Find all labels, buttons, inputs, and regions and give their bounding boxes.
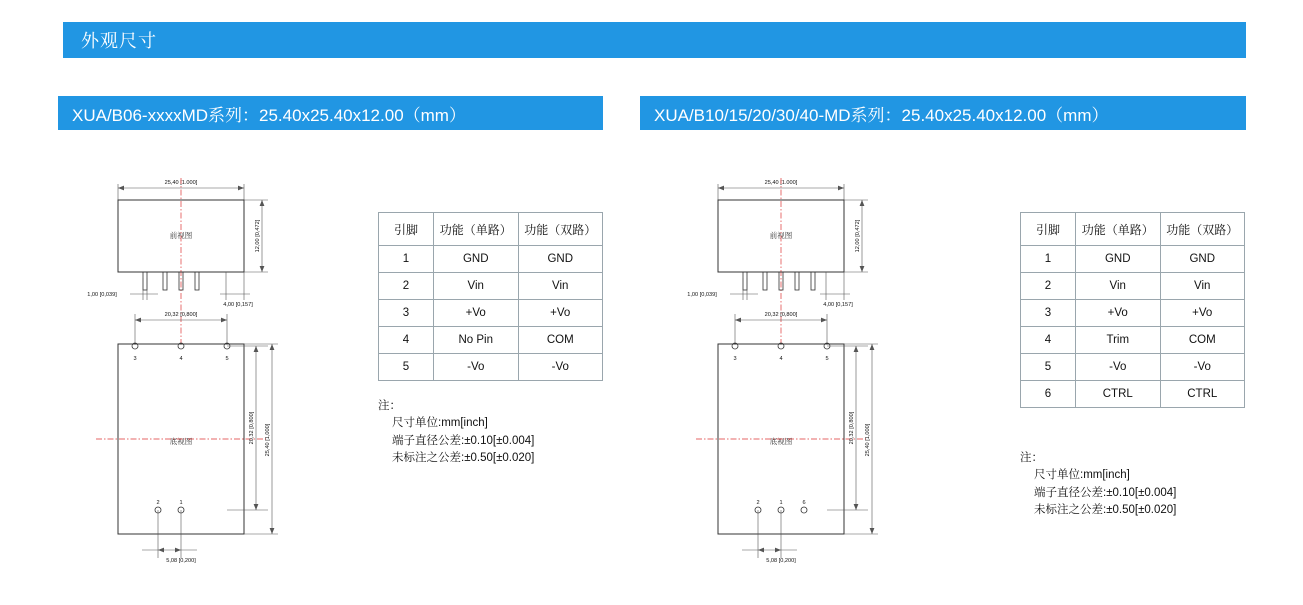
dim-pitch-right-outer-left: 25,40 [1,000] <box>265 423 271 457</box>
notes-line-units: 尺寸单位:mm[inch] <box>1034 469 1130 482</box>
table-header-row <box>379 213 603 246</box>
pad-label-6-right: 6 <box>802 500 806 506</box>
cell-dual: Vin <box>518 273 603 300</box>
table-row <box>1021 246 1245 273</box>
cell-single: Vin <box>1076 273 1161 300</box>
notes-line-general-tolerance: 未标注之公差:±0.50[±0.020] <box>1034 503 1177 516</box>
col-header-pin: 引脚 <box>1021 213 1076 246</box>
section-title: 外观尺寸 <box>81 31 157 51</box>
cell-dual: +Vo <box>1160 300 1245 327</box>
pad-label-1-right: 1 <box>779 500 783 506</box>
col-header-single: 功能（单路） <box>1076 213 1161 246</box>
cell-single: +Vo <box>434 300 519 327</box>
section-header-bar <box>58 22 1246 58</box>
notes-heading: 注： <box>378 400 401 412</box>
pad-label-1-left: 1 <box>179 500 183 506</box>
cell-single: CTRL <box>1076 381 1161 408</box>
cell-dual: COM <box>1160 327 1245 354</box>
cell-pin: 4 <box>379 327 434 354</box>
pad-label-5-right: 5 <box>825 356 829 362</box>
front-view-label-right: 前视图 <box>769 231 793 240</box>
cell-pin: 2 <box>1021 273 1076 300</box>
dim-height-right-left: 12,00 [0,472] <box>255 219 261 253</box>
col-header-dual: 功能（双路） <box>1160 213 1245 246</box>
cell-dual: GND <box>1160 246 1245 273</box>
dim-pitch-top-right: 20,32 [0,800] <box>764 312 798 318</box>
front-view-label-left: 前视图 <box>169 231 193 240</box>
dim-pitch-right-outer-right: 25,40 [1,000] <box>865 423 871 457</box>
cell-pin: 5 <box>379 354 434 381</box>
cell-single: No Pin <box>434 327 519 354</box>
bottom-view-label-left: 底视图 <box>169 437 193 446</box>
dim-lead-right-left: 4,00 [0,157] <box>223 302 253 308</box>
drawing-svg-left <box>30 160 370 580</box>
table-row <box>379 327 603 354</box>
dim-width-top-left: 25,40 [1.000] <box>164 180 198 186</box>
notes-line-pin-tolerance: 端子直径公差:±0.10[±0.004] <box>392 434 535 447</box>
bottom-view-label-right: 底视图 <box>769 437 793 446</box>
dim-pitch-bottom-left: 5,08 [0,200] <box>166 558 196 564</box>
cell-single: Trim <box>1076 327 1161 354</box>
mechanical-drawing-left <box>30 160 370 580</box>
notes-line-general-tolerance: 未标注之公差:±0.50[±0.020] <box>392 451 535 464</box>
cell-single: -Vo <box>1076 354 1161 381</box>
pad-label-2-right: 2 <box>756 500 760 506</box>
column-title-right: XUA/B10/15/20/30/40-MD系列：25.40x25.40x12.00（mm） <box>640 96 1246 130</box>
cell-pin: 1 <box>1021 246 1076 273</box>
cell-pin: 5 <box>1021 354 1076 381</box>
dim-height-right-right: 12,00 [0,472] <box>855 219 861 253</box>
cell-dual: COM <box>518 327 603 354</box>
cell-dual: -Vo <box>518 354 603 381</box>
cell-single: -Vo <box>434 354 519 381</box>
pad-label-2-left: 2 <box>156 500 160 506</box>
drawing-svg-right <box>630 160 970 580</box>
dim-lead-left-right: 1,00 [0,039] <box>687 292 717 298</box>
cell-dual: Vin <box>1160 273 1245 300</box>
cell-pin: 4 <box>1021 327 1076 354</box>
column-title-left: XUA/B06-xxxxMD系列：25.40x25.40x12.00（mm） <box>58 96 603 130</box>
table-row <box>379 300 603 327</box>
table-row <box>1021 300 1245 327</box>
cell-single: +Vo <box>1076 300 1161 327</box>
table-header-row <box>1021 213 1245 246</box>
col-header-single: 功能（单路） <box>434 213 519 246</box>
notes-left <box>378 398 534 467</box>
cell-pin: 2 <box>379 273 434 300</box>
notes-line-pin-tolerance: 端子直径公差:±0.10[±0.004] <box>1034 486 1177 499</box>
cell-pin: 3 <box>1021 300 1076 327</box>
cell-pin: 1 <box>379 246 434 273</box>
cell-dual: +Vo <box>518 300 603 327</box>
notes-line-units: 尺寸单位:mm[inch] <box>392 417 488 430</box>
col-header-pin: 引脚 <box>379 213 434 246</box>
pin-function-table-right <box>1020 212 1245 408</box>
cell-single: GND <box>434 246 519 273</box>
table-row <box>379 273 603 300</box>
dim-pitch-bottom-right: 5,08 [0,200] <box>766 558 796 564</box>
notes-right <box>1020 450 1176 519</box>
mechanical-drawing-right <box>630 160 970 580</box>
section-accent-divider <box>58 22 63 58</box>
col-header-dual: 功能（双路） <box>518 213 603 246</box>
cell-dual: GND <box>518 246 603 273</box>
pad-label-4-left: 4 <box>179 356 183 362</box>
dim-pitch-right-inner-left: 20,32 [0,800] <box>249 411 255 445</box>
dim-width-top-right: 25,40 [1.000] <box>764 180 798 186</box>
pad-label-3-right: 3 <box>733 356 737 362</box>
table-row <box>379 246 603 273</box>
table-row <box>1021 273 1245 300</box>
cell-single: GND <box>1076 246 1161 273</box>
dim-pitch-top-left: 20,32 [0,800] <box>164 312 198 318</box>
table-row <box>379 354 603 381</box>
table-row <box>1021 381 1245 408</box>
cell-pin: 6 <box>1021 381 1076 408</box>
dim-lead-right-right: 4,00 [0,157] <box>823 302 853 308</box>
pin-function-table-left <box>378 212 603 381</box>
table-row <box>1021 354 1245 381</box>
cell-dual: -Vo <box>1160 354 1245 381</box>
pad-label-4-right: 4 <box>779 356 783 362</box>
table-row <box>1021 327 1245 354</box>
cell-dual: CTRL <box>1160 381 1245 408</box>
pad-label-5-left: 5 <box>225 356 229 362</box>
dim-pitch-right-inner-right: 20,32 [0,800] <box>849 411 855 445</box>
cell-single: Vin <box>434 273 519 300</box>
notes-heading: 注： <box>1020 452 1043 464</box>
cell-pin: 3 <box>379 300 434 327</box>
dim-lead-left-left: 1,00 [0,039] <box>87 292 117 298</box>
pad-label-3-left: 3 <box>133 356 137 362</box>
